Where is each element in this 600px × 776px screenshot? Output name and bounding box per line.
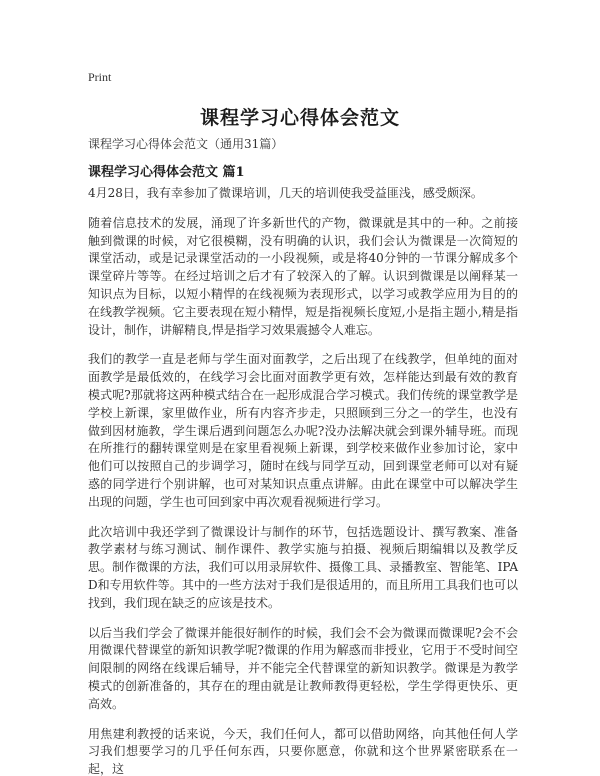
paragraph: 此次培训中我还学到了微课设计与制作的环节，包括选题设计、撰写教案、准备教学素材与练习测试、制作课件、教学实施与拍摄、视频后期编辑以及教学反思。制作微课的方法，我们可以用录屏软件、摄像工具、录播教室、智能笔、IPAD和专用软件等。其中的一些方法对于我们是很适用的，而且所用工具我们也可以找到，我们现在缺乏的应该是技术。	[88, 524, 518, 610]
page-title: 课程学习心得体会范文	[199, 107, 400, 129]
paragraph: 随着信息技术的发展，涌现了许多新世代的产物，微课就是其中的一种。之前接触到微课的时候，对它很模糊，没有明确的认识，我们会认为微课是一次简短的课堂活动，或是记录课堂活动的一小段视频，或是将40分钟的一节课分解成多个课堂碎片等等。在经过培训之后才有了较深入的了解。认识到微课是以阐释某一知识点为目标，以短小精悍的在线视频为表现形式，以学习或教学应用为目的的在线教学视频。它主要表现在短小精悍，短是指视频长度短,小是指主题小,精是指设计，制作，讲解精良,悍是指学习效果震撼令人难忘。	[88, 215, 518, 337]
paragraph: 用焦建利教授的话来说，今天，我们任何人，都可以借助网络，向其他任何人学习我们想要学习的几乎任何东西，只要你愿意，你就和这个世界紧密联系在一起，这	[88, 726, 518, 776]
paragraph: 以后当我们学会了微课并能很好制作的时候，我们会不会为微课而微课呢?会不会用微课代替课堂的新知识教学呢?微课的作用为解惑而非授业，它用于不受时间空间限制的网络在线课后辅导，并不能完全代替课堂的新知识教学。微课是为教学模式的创新准备的，其存在的理由就是让教师教得更轻松，学生学得更快乐、更高效。	[88, 625, 518, 711]
print-link[interactable]: Print	[88, 70, 112, 84]
paragraph: 我们的教学一直是老师与学生面对面教学，之后出现了在线教学，但单纯的面对面教学是最低效的，在线学习会比面对面教学更有效，怎样能达到最有效的教育模式呢?那就将这两种模式结合在一起形成混合学习模式。我们传统的课堂教学是学校上新课，家里做作业，所有内容齐步走，只照顾到三分之一的学生，也没有做到因材施教，学生课后遇到问题怎么办呢?没办法解决就会到课外辅导班。而现在所推行的翻转课堂则是在家里看视频上新课，到学校来做作业参加讨论，家中他们可以按照自己的步调学习，随时在线与同学互动，回到课堂老师可以对有疑惑的同学进行个别讲解，也可对某知识点重点讲解。由此在课堂中可以解决学生出现的问题，学生也可回到家中再次观看视频进行学习。	[88, 352, 518, 509]
document-subtitle: 课程学习心得体会范文（通用31篇）	[88, 137, 284, 151]
article-body	[88, 185, 518, 776]
paragraph: 4月28日，我有幸参加了微课培训，几天的培训使我受益匪浅，感受颇深。	[88, 186, 483, 200]
section-heading: 课程学习心得体会范文 篇1	[88, 165, 245, 180]
